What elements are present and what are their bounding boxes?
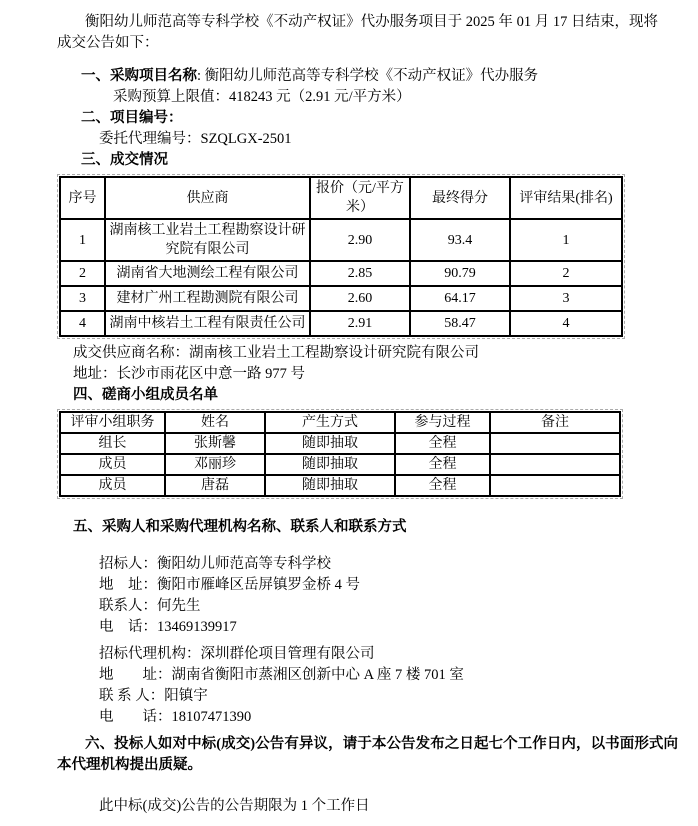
table-cell: 2.60 bbox=[310, 286, 410, 311]
table-cell: 湖南中核岩土工程有限责任公司 bbox=[105, 311, 310, 336]
section-1-title: 一、采购项目名称 bbox=[81, 68, 197, 84]
table-row bbox=[60, 311, 622, 336]
panel-table-wrapper bbox=[57, 409, 623, 499]
table-header-cell: 评审结果(排名) bbox=[510, 177, 622, 219]
table-cell: 2 bbox=[60, 261, 105, 286]
table-cell: 湖南省大地测绘工程有限公司 bbox=[105, 261, 310, 286]
table-cell: 成员 bbox=[60, 454, 165, 475]
table-row bbox=[60, 454, 620, 475]
table-header-cell: 评审小组职务 bbox=[60, 412, 165, 433]
table-cell: 3 bbox=[60, 286, 105, 311]
agency-address-line: 地 址：湖南省衡阳市蒸湘区创新中心 A 座 7 楼 701 室 bbox=[99, 667, 464, 683]
table-cell: 1 bbox=[510, 219, 622, 261]
agency-name-line: 招标代理机构：深圳群伦项目管理有限公司 bbox=[99, 646, 375, 662]
agency-contact-block bbox=[57, 644, 658, 728]
table-cell: 93.4 bbox=[410, 219, 510, 261]
table-row bbox=[60, 475, 620, 496]
table-cell: 2.91 bbox=[310, 311, 410, 336]
table-cell: 1 bbox=[60, 219, 105, 261]
table-row bbox=[60, 261, 622, 286]
table-row bbox=[60, 219, 622, 261]
purchaser-contact-block bbox=[57, 554, 658, 638]
section-4-title: 四、磋商小组成员名单 bbox=[73, 387, 218, 403]
table-cell: 64.17 bbox=[410, 286, 510, 311]
table-cell: 2.85 bbox=[310, 261, 410, 286]
table-cell: 90.79 bbox=[410, 261, 510, 286]
award-table bbox=[59, 176, 623, 337]
table-cell: 组长 bbox=[60, 433, 165, 454]
table-row bbox=[60, 433, 620, 454]
table-cell: 4 bbox=[60, 311, 105, 336]
table-header-cell: 姓名 bbox=[165, 412, 265, 433]
section-2-title: 二、项目编号： bbox=[81, 110, 183, 126]
award-table-wrapper bbox=[57, 174, 625, 339]
section-2-heading bbox=[81, 108, 658, 129]
section-3-title: 三、成交情况 bbox=[81, 152, 168, 168]
table-header-cell: 产生方式 bbox=[265, 412, 395, 433]
purchaser-address-line: 地 址：衡阳市雁峰区岳屏镇罗金桥 4 号 bbox=[99, 577, 360, 593]
section-1-project-name: : 衡阳幼儿师范高等专科学校《不动产权证》代办服务 bbox=[197, 68, 539, 84]
agency-phone-line: 电 话：18107471390 bbox=[99, 709, 252, 725]
purchaser-phone-line: 电 话：13469139917 bbox=[99, 619, 237, 635]
table-cell bbox=[490, 454, 620, 475]
winner-address-line: 地址：长沙市雨花区中意一路 977 号 bbox=[73, 366, 305, 382]
table-cell: 唐磊 bbox=[165, 475, 265, 496]
table-cell: 成员 bbox=[60, 475, 165, 496]
table-header-cell: 参与过程 bbox=[395, 412, 490, 433]
winner-name-line: 成交供应商名称：湖南核工业岩土工程勘察设计研究院有限公司 bbox=[73, 345, 479, 361]
purchaser-name-line: 招标人：衡阳幼儿师范高等专科学校 bbox=[99, 556, 331, 572]
section-4-heading bbox=[73, 385, 658, 406]
table-cell: 湖南核工业岩土工程勘察设计研究院有限公司 bbox=[105, 219, 310, 261]
table-cell: 全程 bbox=[395, 433, 490, 454]
budget-line: 采购预算上限值：418243 元（2.91 元/平方米） bbox=[113, 89, 411, 105]
section-6-paragraph: 六、投标人如对中标(成交)公告有异议，请于本公告发布之日起七个工作日内，以书面形式向本代理机构提出质疑。 bbox=[57, 736, 678, 773]
table-cell: 58.47 bbox=[410, 311, 510, 336]
agency-contact-line: 联 系 人：阳镇宇 bbox=[99, 688, 208, 704]
table-cell: 3 bbox=[510, 286, 622, 311]
section-3-heading bbox=[81, 150, 658, 171]
table-header-cell: 序号 bbox=[60, 177, 105, 219]
table-cell bbox=[490, 475, 620, 496]
table-header-cell: 报价（元/平方米） bbox=[310, 177, 410, 219]
panel-table-header-row bbox=[60, 412, 620, 433]
table-header-cell: 备注 bbox=[490, 412, 620, 433]
table-cell: 随即抽取 bbox=[265, 475, 395, 496]
table-cell: 张斯馨 bbox=[165, 433, 265, 454]
table-cell: 2.90 bbox=[310, 219, 410, 261]
table-cell: 全程 bbox=[395, 454, 490, 475]
award-table-header-row bbox=[60, 177, 622, 219]
table-header-cell: 供应商 bbox=[105, 177, 310, 219]
table-cell: 4 bbox=[510, 311, 622, 336]
table-cell: 全程 bbox=[395, 475, 490, 496]
table-cell: 建材广州工程勘测院有限公司 bbox=[105, 286, 310, 311]
agency-code-line: 委托代理编号：SZQLGX-2501 bbox=[99, 131, 292, 147]
purchaser-contact-line: 联系人：何先生 bbox=[99, 598, 201, 614]
section-5-title: 五、采购人和采购代理机构名称、联系人和联系方式 bbox=[73, 519, 407, 535]
intro-paragraph: 衡阳幼儿师范高等专科学校《不动产权证》代办服务项目于 2025 年 01 月 17 日结束，现将成交公告如下： bbox=[57, 14, 658, 51]
table-cell: 随即抽取 bbox=[265, 454, 395, 475]
table-row bbox=[60, 286, 622, 311]
table-cell: 随即抽取 bbox=[265, 433, 395, 454]
panel-table bbox=[59, 411, 621, 497]
section-5-heading bbox=[73, 517, 658, 538]
section-1-heading bbox=[81, 66, 658, 87]
table-header-cell: 最终得分 bbox=[410, 177, 510, 219]
table-cell bbox=[490, 433, 620, 454]
notice-period-line: 此中标(成交)公告的公告期限为 1 个工作日 bbox=[99, 798, 370, 814]
table-cell: 邓丽珍 bbox=[165, 454, 265, 475]
table-cell: 2 bbox=[510, 261, 622, 286]
